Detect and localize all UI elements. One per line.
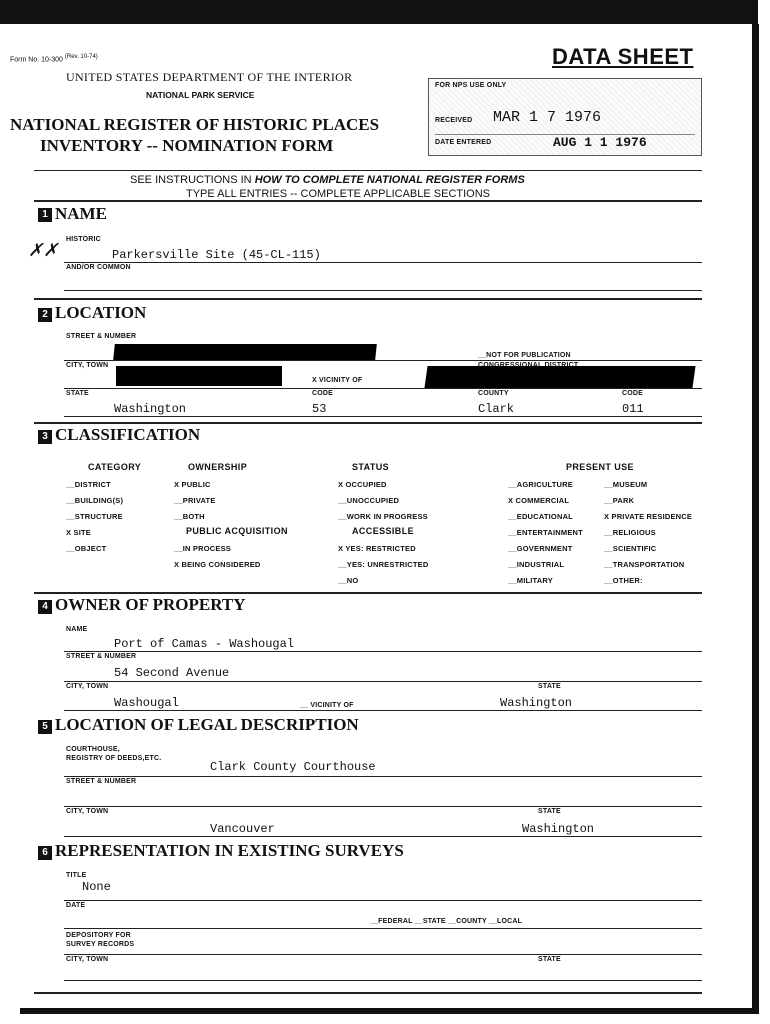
acquisition-in-process[interactable]: __IN PROCESS (174, 544, 232, 553)
redacted-city (116, 366, 282, 386)
courthouse-value: Clark County Courthouse (210, 760, 376, 774)
use-transportation[interactable]: __TRANSPORTATION (604, 560, 685, 569)
use-agriculture[interactable]: __AGRICULTURE (508, 480, 573, 489)
top-black-bar (0, 0, 758, 24)
not-for-publication: __NOT FOR PUBLICATION (478, 352, 571, 359)
use-other[interactable]: __OTHER: (604, 576, 643, 585)
department-name: UNITED STATES DEPARTMENT OF THE INTERIOR (66, 70, 353, 84)
owner-state-value: Washington (500, 696, 573, 710)
survey-title-value: None (82, 880, 111, 894)
historic-name-value: Parkersville Site (45-CL-115) (112, 248, 321, 262)
use-educational[interactable]: __EDUCATIONAL (508, 512, 573, 521)
owner-city-label: CITY, TOWN (66, 683, 109, 690)
owner-name-label: NAME (66, 626, 88, 633)
status-heading: STATUS (352, 462, 390, 472)
date-entered-label: DATE ENTERED (435, 139, 492, 146)
nps-use-box (428, 78, 702, 156)
right-edge-shadow (752, 24, 759, 1014)
section-number-5: 5 (38, 720, 52, 734)
received-label: RECEIVED (435, 117, 473, 124)
form-title-line2: INVENTORY -- NOMINATION FORM (40, 136, 334, 155)
ownership-private[interactable]: __PRIVATE (174, 496, 216, 505)
owner-city-value: Washougal (114, 696, 179, 710)
accessible-no[interactable]: __NO (338, 576, 359, 585)
use-military[interactable]: __MILITARY (508, 576, 553, 585)
ownership-heading: OWNERSHIP (188, 462, 248, 472)
accessible-yes-unrestricted[interactable]: __YES: UNRESTRICTED (338, 560, 429, 569)
section-title-location: LOCATION (55, 303, 147, 322)
owner-vicinity-of: __ VICINITY OF (300, 702, 354, 709)
courthouse-label: COURTHOUSE, (66, 746, 120, 753)
section-number-6: 6 (38, 846, 52, 860)
legal-state-label: STATE (538, 808, 561, 815)
city-town-label: CITY, TOWN (66, 362, 109, 369)
service-name: NATIONAL PARK SERVICE (146, 90, 255, 100)
state-value: Washington (114, 402, 187, 416)
category-heading: CATEGORY (88, 462, 142, 472)
use-industrial[interactable]: __INDUSTRIAL (508, 560, 565, 569)
redacted-district (424, 366, 695, 388)
bottom-edge-shadow (20, 1008, 759, 1014)
ownership-public[interactable]: X PUBLIC (174, 480, 211, 489)
use-entertainment[interactable]: __ENTERTAINMENT (508, 528, 583, 537)
county-code-value: 011 (622, 402, 644, 416)
owner-street-value: 54 Second Avenue (114, 666, 230, 680)
use-park[interactable]: __PARK (604, 496, 635, 505)
acquisition-being-considered[interactable]: X BEING CONSIDERED (174, 560, 261, 569)
state-label: STATE (66, 390, 89, 397)
category-object[interactable]: __OBJECT (66, 544, 107, 553)
status-occupied[interactable]: X OCCUPIED (338, 480, 387, 489)
state-code-value: 53 (312, 402, 327, 416)
section-title-owner: OWNER OF PROPERTY (55, 595, 246, 614)
redacted-street (113, 344, 377, 360)
legal-state-value: Washington (522, 822, 595, 836)
form-number: Form No. 10-300 (Rev. 10-74) (10, 54, 98, 64)
use-museum[interactable]: __MUSEUM (604, 480, 648, 489)
use-commercial[interactable]: X COMMERCIAL (508, 496, 570, 505)
survey-levels: __FEDERAL __STATE __COUNTY __LOCAL (370, 918, 523, 925)
use-private-residence[interactable]: X PRIVATE RESIDENCE (604, 512, 693, 521)
vicinity-of: X VICINITY OF (312, 377, 363, 384)
state-code-label: CODE (312, 390, 334, 397)
section-title-classification: CLASSIFICATION (55, 425, 201, 444)
use-scientific[interactable]: __SCIENTIFIC (604, 544, 657, 553)
common-name-label: AND/OR COMMON (66, 264, 131, 271)
category-district[interactable]: __DISTRICT (66, 480, 111, 489)
section-number-4: 4 (38, 600, 52, 614)
survey-title-label: TITLE (66, 872, 87, 879)
category-structure[interactable]: __STRUCTURE (66, 512, 123, 521)
present-use-heading: PRESENT USE (566, 462, 634, 472)
use-religious[interactable]: __RELIGIOUS (604, 528, 656, 537)
section-number-3: 3 (38, 430, 52, 444)
instructions-line1: SEE INSTRUCTIONS IN HOW TO COMPLETE NATIONAL REGISTER FORMS (130, 174, 525, 186)
status-work-in-progress[interactable]: __WORK IN PROGRESS (338, 512, 428, 521)
county-code-label: CODE (622, 390, 644, 397)
legal-street-label: STREET & NUMBER (66, 778, 137, 785)
legal-city-value: Vancouver (210, 822, 275, 836)
survey-date-label: DATE (66, 902, 86, 909)
form-title-line1: NATIONAL REGISTER OF HISTORIC PLACES (10, 115, 380, 134)
ownership-both[interactable]: __BOTH (174, 512, 205, 521)
status-unoccupied[interactable]: __UNOCCUPIED (338, 496, 400, 505)
county-value: Clark (478, 402, 515, 416)
survey-city-label: CITY, TOWN (66, 956, 109, 963)
county-label: COUNTY (478, 390, 509, 397)
legal-city-label: CITY, TOWN (66, 808, 109, 815)
owner-state-label: STATE (538, 683, 561, 690)
accessible-heading: ACCESSIBLE (352, 526, 415, 536)
use-government[interactable]: __GOVERNMENT (508, 544, 573, 553)
public-acquisition-heading: PUBLIC ACQUISITION (186, 526, 288, 536)
section-title-name: NAME (55, 204, 107, 223)
instructions-line2: TYPE ALL ENTRIES -- COMPLETE APPLICABLE SECTIONS (186, 188, 491, 200)
received-stamp: MAR 1 7 1976 (493, 109, 602, 126)
owner-street-label: STREET & NUMBER (66, 653, 137, 660)
date-entered-stamp: AUG 1 1 1976 (553, 135, 647, 150)
checkmark-scribble: ✗✗ (28, 240, 59, 260)
street-label: STREET & NUMBER (66, 333, 137, 340)
registry-label: REGISTRY OF DEEDS,ETC. (66, 755, 162, 762)
depository-label-1: DEPOSITORY FOR (66, 932, 131, 939)
category-buildings[interactable]: __BUILDING(S) (66, 496, 124, 505)
section-title-legal: LOCATION OF LEGAL DESCRIPTION (55, 715, 359, 734)
section-number-1: 1 (38, 208, 52, 222)
owner-name-value: Port of Camas - Washougal (114, 637, 295, 651)
accessible-yes-restricted[interactable]: X YES: RESTRICTED (338, 544, 416, 553)
section-number-2: 2 (38, 308, 52, 322)
survey-state-label: STATE (538, 956, 561, 963)
historic-label: HISTORIC (66, 236, 101, 243)
depository-label-2: SURVEY RECORDS (66, 941, 135, 948)
data-sheet-heading: DATA SHEET (552, 44, 694, 69)
nps-use-label: FOR NPS USE ONLY (435, 82, 507, 89)
category-site[interactable]: X SITE (66, 528, 91, 537)
section-title-surveys: REPRESENTATION IN EXISTING SURVEYS (55, 841, 404, 860)
